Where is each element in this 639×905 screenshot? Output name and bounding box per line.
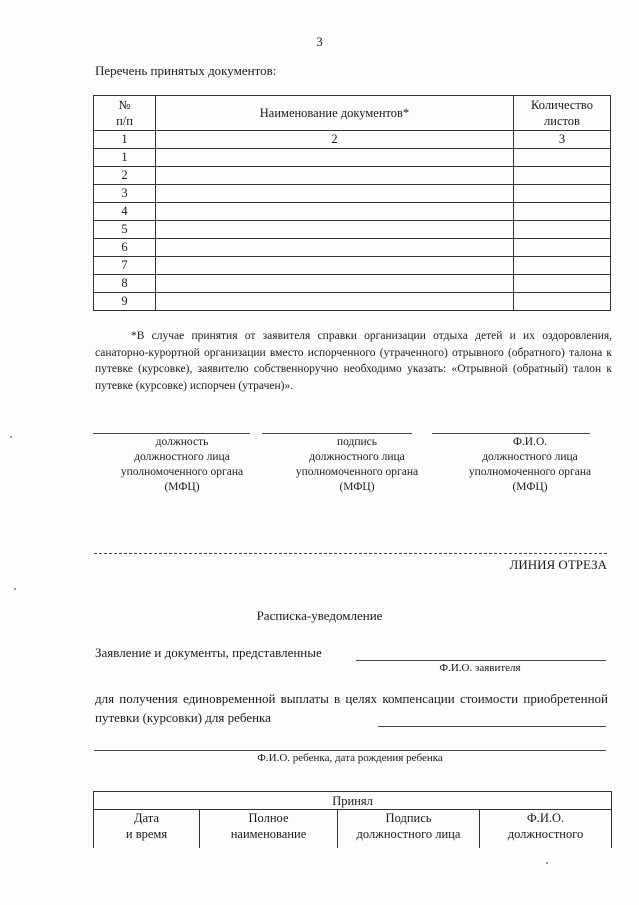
cut-line [94,553,607,554]
applicant-name-caption: Ф.И.О. заявителя [439,662,521,674]
sheet-count-cell[interactable] [514,293,611,311]
col-header-sheet-count: Количество листов [514,96,611,131]
page-number: 3 [316,34,323,49]
table-row [94,239,611,257]
full-name-signature-line[interactable] [432,433,590,434]
row-number: 4 [94,203,156,221]
sheet-count-cell[interactable] [514,257,611,275]
full-name-caption: Ф.И.О. должностного лица уполномоченного органа (МФЦ) [468,436,592,493]
receipt-title: Расписка-уведомление [256,608,383,623]
col-header-document-name: Наименование документов* [156,96,514,131]
sheet-count-cell[interactable] [514,275,611,293]
col-official-signature: Подпись должностного лица [338,810,480,849]
signature-caption: подпись должностного лица уполномоченного органа (МФЦ) [295,436,419,493]
documents-list-title: Перечень принятых документов: [95,63,277,78]
row-number: 2 [94,167,156,185]
child-name-field-continuation[interactable] [94,750,606,751]
row-number: 6 [94,239,156,257]
document-name-cell[interactable] [156,221,514,239]
position-caption: должность должностного лица уполномоченного органа (МФЦ) [120,436,244,493]
sheet-count-cell[interactable] [514,167,611,185]
documents-table [93,95,611,311]
table-row [94,185,611,203]
sheet-count-cell[interactable] [514,203,611,221]
sheet-count-cell[interactable] [514,239,611,257]
applicant-name-field[interactable] [356,660,606,661]
sheet-count-cell[interactable] [514,221,611,239]
scan-speck [546,862,548,864]
documents-table-index-row [94,131,611,149]
document-name-cell[interactable] [156,149,514,167]
row-number: 5 [94,221,156,239]
document-name-cell[interactable] [156,167,514,185]
table-row [94,221,611,239]
col-official-name: Ф.И.О. должностного [480,810,612,849]
document-name-cell[interactable] [156,293,514,311]
row-number: 7 [94,257,156,275]
accepted-by-table [93,791,612,848]
row-number: 1 [94,149,156,167]
index-cell: 1 [94,131,156,149]
document-name-cell[interactable] [156,257,514,275]
col-date-time: Дата и время [94,810,200,849]
table-row [94,293,611,311]
position-signature-line[interactable] [93,433,250,434]
table-row [94,275,611,293]
documents-table-header [94,96,611,131]
row-number: 3 [94,185,156,203]
document-name-cell[interactable] [156,275,514,293]
footnote: *В случае принятия от заявителя справки организации отдыха детей и их оздоровления, санаторно-курортной организации вместо испорченного (утраченного) отрывного (обратного) талона к путевке (курсовке), заявителю собственноручно необходимо указать: «Отрывной (обратный) талон к путевке (курсовке) испорчен (утрачен)». [95,330,612,392]
table-row [94,203,611,221]
accepted-header: Принял [94,792,612,810]
receipt-purpose-text: для получения единовременной выплаты в целях компенсации стоимости приобретенной путевки (курсовки) для ребенка [95,691,608,725]
row-number: 9 [94,293,156,311]
col-header-number: № п/п [94,96,156,131]
index-cell: 3 [514,131,611,149]
scan-speck [10,436,12,438]
col-full-name: Полное наименование [200,810,338,849]
sheet-count-cell[interactable] [514,185,611,203]
row-number: 8 [94,275,156,293]
document-name-cell[interactable] [156,185,514,203]
table-row [94,257,611,275]
sheet-count-cell[interactable] [514,149,611,167]
receipt-submitted-by-text: Заявление и документы, представленные [95,645,322,660]
child-name-caption: Ф.И.О. ребенка, дата рождения ребенка [257,752,443,764]
cut-line-label: ЛИНИЯ ОТРЕЗА [509,557,607,572]
scan-speck [14,588,16,590]
document-name-cell[interactable] [156,239,514,257]
table-row [94,167,611,185]
child-name-field[interactable] [378,726,606,727]
document-name-cell[interactable] [156,203,514,221]
index-cell: 2 [156,131,514,149]
table-row [94,149,611,167]
signature-line[interactable] [262,433,412,434]
